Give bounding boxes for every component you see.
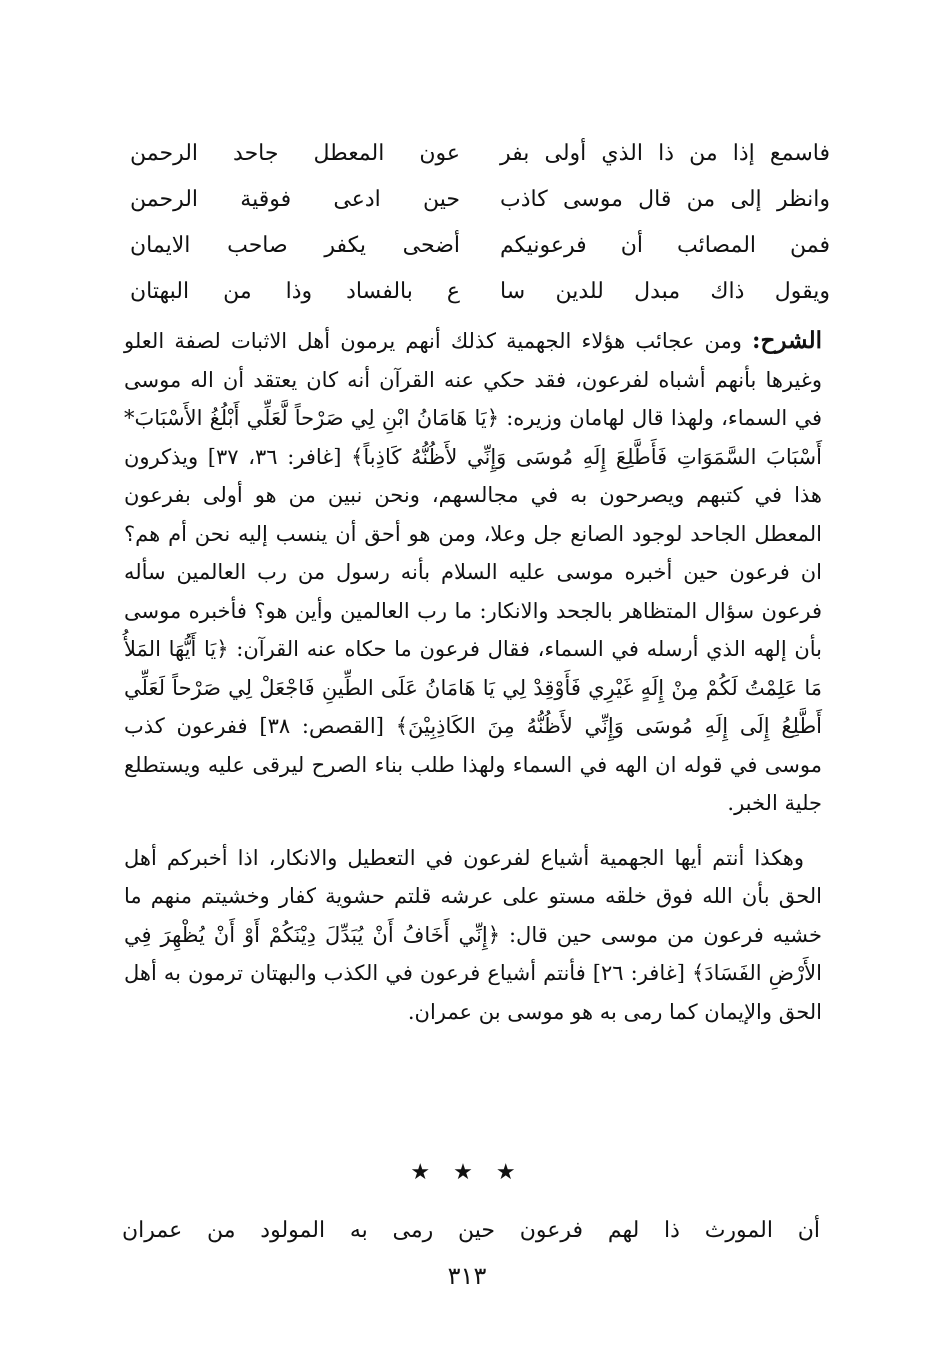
verse-first-hemistich: فمن المصائب أن فرعونيكم <box>500 232 830 258</box>
commentary-paragraph <box>124 322 822 823</box>
closing-verse: أن المورث ذا لهم فرعون حين رمى به المولود من عمران <box>122 1218 820 1243</box>
verse-line <box>130 268 830 314</box>
verse-second-hemistich: ع بالفساد وذا من البهتان <box>130 278 460 304</box>
commentary-paragraph: وهكذا أنتم أيها الجهمية أشياع لفرعون في التعطيل والانكار، اذا أخبركم أهل الحق بأن الله فوق خلقه مستو على عرشه قلتم حشوية كفار وخشيتم منهم ما خشيه فرعون من موسى حين قال: ﴿إِنِّي أَخَافُ أَنْ يُبَدِّلَ دِيْنَكُمْ أَوْ أَنْ يُظْهِرَ فِي الأَرْضِ الفَسَادَ﴾ [غافر: ٢٦] فأنتم أشياع فرعون في الكذب والبهتان ترمون به أهل الحق والإيمان كما رمى به هو موسى بن عمران. <box>124 845 822 1024</box>
sharh-label: الشرح: <box>752 327 822 354</box>
section-separator: ★ ★ ★ <box>410 1160 524 1185</box>
verse-second-hemistich: أضحى يكفر صاحب الايمان <box>130 232 460 258</box>
verse-line <box>130 176 830 222</box>
page-number: ٣١٣ <box>447 1262 487 1290</box>
paragraph-text: ومن عجائب هؤلاء الجهمية كذلك أنهم يرمون أهل الاثبات لصفة العلو وغيرها بأنهم أشباه لفرعون، فقد حكي عنه القرآن أنه كان يعتقد أن اله موسى في السماء، ولهذا قال لهامان وزيره: ﴿يَا هَامَانُ ابْنِ لِي صَرْحاً لَّعَلِّي أَبْلُغُ الأَسْبَابَ* أَسْبَابَ السَّمَوَاتِ فَأَطَّلِعَ إِلَهِ مُوسَى وَإِنِّي لأَظُنُّهُ كَاذِباً﴾ [غافر: ٣٦، ٣٧] ويذكرون هذا في كتبهم ويصرحون به في مجالسهم، ونحن نبين من هو أولى بفرعون المعطل الجاحد لوجود الصانع جل وعلا، ومن هو أحق أن ينسب إليه نحن أم هم؟ ان فرعون حين أخبره موسى عليه السلام بأنه رسول من رب العالمين سأله فرعون سؤال المتظاهر بالجحد والانكار: ما رب العالمين وأين هو؟ فأخبره موسى بأن إلهه الذي أرسله في السماء، فقال فرعون ما حكاه عنه القرآن: ﴿يَا أَيُّهَا المَلأُ مَا عَلِمْتُ لَكُمْ مِنْ إِلَهٍ غَيْرِي فَأَوْقِدْ لِي يَا هَامَانُ عَلَى الطِّينِ فَاجْعَلْ لِي صَرْحاً لَعَلِّي أَطَّلِعُ إِلَى إِلَهِ مُوسَى وَإِنِّي لأَظُنُّهُ مِنَ الكَاذِبِيْنَ﴾ [القصص: ٣٨] ففرعون كذب موسى في قوله ان الهه في السماء ولهذا طلب بناء الصرح ليرقى عليه ويستطلع جلية الخبر. <box>124 329 823 815</box>
commentary <box>124 322 822 1031</box>
verse-line <box>130 130 830 176</box>
verse-first-hemistich: ويقول ذاك مبدل للدين سا <box>500 278 830 304</box>
verse-first-hemistich: وانظر إلى من قال موسى كاذب <box>500 186 830 212</box>
verse-first-hemistich: فاسمع إذا من ذا الذي أولى بفر <box>500 140 830 166</box>
verse-second-hemistich: عون المعطل جاحد الرحمن <box>130 140 460 166</box>
verse-line <box>130 222 830 268</box>
verse-second-hemistich: حين ادعى فوقية الرحمن <box>130 186 460 212</box>
poem-verses <box>130 130 830 314</box>
